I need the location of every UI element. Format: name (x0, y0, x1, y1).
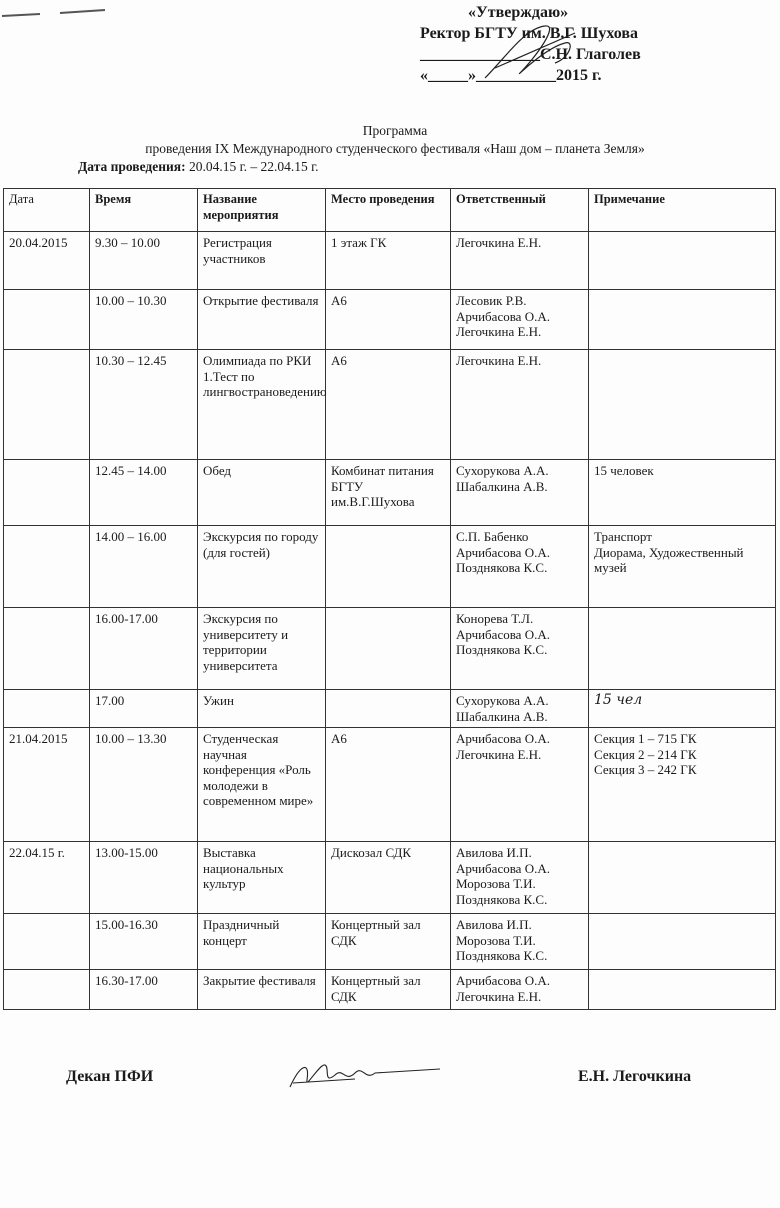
cell-place: 1 этаж ГК (326, 232, 451, 290)
cell-place: Концертный зал СДК (326, 914, 451, 970)
cell-responsible-line: Морозова Т.И. (456, 876, 536, 891)
cell-time: 9.30 – 10.00 (90, 232, 198, 290)
cell-place (326, 526, 451, 608)
header-event: Название мероприятия (198, 189, 326, 232)
cell-responsible (451, 232, 589, 290)
cell-responsible-line: Легочкина Е.Н. (456, 988, 542, 1004)
header-place: Место проведения (326, 189, 451, 232)
cell-note (589, 460, 776, 526)
cell-time: 16.00-17.00 (90, 608, 198, 690)
approval-title: «Утверждаю» (468, 4, 569, 21)
cell-responsible-line: Морозова Т.И. (456, 932, 536, 948)
cell-note-line: 15 чел (594, 692, 643, 708)
cell-event: Праздничный концерт (198, 914, 326, 970)
header-time: Время (90, 189, 198, 232)
cell-date (4, 290, 90, 350)
cell-responsible (451, 350, 589, 460)
cell-date: 20.04.2015 (4, 232, 90, 290)
cell-responsible (451, 842, 589, 914)
cell-responsible-line: Арчибасова О.А. (456, 973, 550, 988)
cell-time: 16.30-17.00 (90, 970, 198, 1010)
cell-note-line: Транспорт (594, 529, 652, 544)
cell-responsible-line: С.П. Бабенко (456, 529, 529, 544)
cell-time: 13.00-15.00 (90, 842, 198, 914)
dean-signature (285, 1055, 445, 1095)
cell-responsible-line: Конорева Т.Л. (456, 611, 534, 626)
cell-responsible-line: Легочкина Е.Н. (456, 746, 542, 762)
table-row (4, 914, 776, 970)
cell-note-line: Секция 3 – 242 ГК (594, 762, 697, 777)
cell-responsible-line: Позднякова К.С. (456, 642, 548, 657)
cell-responsible (451, 690, 589, 728)
cell-date (4, 460, 90, 526)
cell-responsible-line: Арчибасова О.А. (456, 626, 550, 642)
cell-responsible (451, 526, 589, 608)
program-heading (70, 122, 720, 176)
cell-event: Регистрация участников (198, 232, 326, 290)
cell-date (4, 526, 90, 608)
cell-responsible-line: Шабалкина А.В. (456, 478, 548, 494)
cell-responsible (451, 970, 589, 1010)
cell-event: Экскурсия по городу (для гостей) (198, 526, 326, 608)
date-label: Дата проведения: (78, 159, 186, 174)
cell-event: Олимпиада по РКИ 1.Тест по лингвострановедению (198, 350, 326, 460)
rector-signature (475, 18, 585, 88)
table-row (4, 350, 776, 460)
table-row (4, 690, 776, 728)
cell-event: Студенческая научная конференция «Роль молодежи в современном мире» (198, 728, 326, 842)
cell-responsible (451, 460, 589, 526)
table-row (4, 970, 776, 1010)
cell-note-line: Секция 2 – 214 ГК (594, 746, 697, 762)
cell-responsible (451, 290, 589, 350)
cell-time: 17.00 (90, 690, 198, 728)
footer-dean-name: Е.Н. Легочкина (578, 1068, 692, 1085)
cell-date (4, 350, 90, 460)
cell-note (589, 842, 776, 914)
table-row (4, 526, 776, 608)
cell-responsible-line: Сухорукова А.А. (456, 693, 549, 708)
cell-responsible-line: Легочкина Е.Н. (456, 324, 542, 339)
table-row (4, 232, 776, 290)
cell-responsible-line: Сухорукова А.А. (456, 463, 549, 478)
cell-date (4, 608, 90, 690)
cell-time: 14.00 – 16.00 (90, 526, 198, 608)
cell-responsible (451, 914, 589, 970)
cell-responsible-line: Легочкина Е.Н. (456, 353, 542, 368)
cell-place: Концертный зал СДК (326, 970, 451, 1010)
cell-date (4, 690, 90, 728)
cell-note-line: 15 человек (594, 463, 654, 478)
cell-event: Закрытие фестиваля (198, 970, 326, 1010)
cell-time: 10.00 – 10.30 (90, 290, 198, 350)
cell-event: Обед (198, 460, 326, 526)
cell-event: Ужин (198, 690, 326, 728)
cell-responsible (451, 728, 589, 842)
cell-note (589, 970, 776, 1010)
cell-responsible-line: Арчибасова О.А. (456, 308, 550, 324)
cell-responsible-line: Авилова И.П. (456, 917, 532, 932)
cell-note-line: Диорама, Художественный музей (594, 544, 744, 575)
cell-responsible-line: Позднякова К.С. (456, 560, 548, 575)
cell-note (589, 350, 776, 460)
cell-place: Дискозал СДК (326, 842, 451, 914)
cell-date: 21.04.2015 (4, 728, 90, 842)
program-table (3, 188, 776, 1010)
cell-event: Выставка национальных культур (198, 842, 326, 914)
cell-note (589, 290, 776, 350)
cell-event: Открытие фестиваля (198, 290, 326, 350)
cell-place (326, 690, 451, 728)
table-header-row (4, 189, 776, 232)
cell-date (4, 914, 90, 970)
program-dates (70, 158, 720, 176)
program-title: Программа (362, 123, 428, 138)
corner-scribble (0, 8, 110, 20)
cell-note (589, 728, 776, 842)
header-date: Дата (4, 189, 90, 232)
cell-note (589, 914, 776, 970)
cell-responsible (451, 608, 589, 690)
cell-place: А6 (326, 350, 451, 460)
cell-note (589, 608, 776, 690)
cell-note (589, 232, 776, 290)
cell-event: Экскурсия по университету и территории университета (198, 608, 326, 690)
date-value: 20.04.15 г. – 22.04.15 г. (185, 159, 319, 174)
cell-responsible-line: Позднякова К.С. (456, 891, 548, 907)
cell-time: 15.00-16.30 (90, 914, 198, 970)
cell-responsible-line: Арчибасова О.А. (456, 544, 550, 560)
cell-note (589, 526, 776, 608)
cell-responsible-line: Авилова И.П. (456, 845, 532, 860)
cell-responsible-line: Арчибасова О.А. (456, 860, 550, 876)
cell-date: 22.04.15 г. (4, 842, 90, 914)
cell-place: Комбинат питания БГТУ им.В.Г.Шухова (326, 460, 451, 526)
table-row (4, 608, 776, 690)
cell-note-line: Секция 1 – 715 ГК (594, 731, 697, 746)
cell-responsible-line: Позднякова К.С. (456, 948, 548, 963)
table-row (4, 460, 776, 526)
cell-place (326, 608, 451, 690)
cell-date (4, 970, 90, 1010)
footer-dean-title: Декан ПФИ (66, 1068, 154, 1085)
cell-place: А6 (326, 290, 451, 350)
cell-responsible-line: Арчибасова О.А. (456, 731, 550, 746)
cell-place: А6 (326, 728, 451, 842)
cell-responsible-line: Шабалкина А.В. (456, 708, 548, 724)
program-subtitle: проведения IX Международного студенческого фестиваля «Наш дом – планета Земля» (145, 141, 645, 156)
approval-date-line: «_____»__________2015 г. (420, 67, 602, 84)
table-row (4, 290, 776, 350)
header-responsible: Ответственный (451, 189, 589, 232)
cell-time: 10.30 – 12.45 (90, 350, 198, 460)
cell-note (589, 690, 776, 728)
cell-time: 10.00 – 13.30 (90, 728, 198, 842)
header-note: Примечание (589, 189, 776, 232)
table-row (4, 728, 776, 842)
cell-responsible-line: Лесовик Р.В. (456, 293, 527, 308)
cell-responsible-line: Легочкина Е.Н. (456, 235, 542, 250)
approval-signature-line: _______________С.Н. Глаголев (420, 46, 641, 63)
table-row (4, 842, 776, 914)
approval-rector: Ректор БГТУ им. В.Г. Шухова (420, 25, 638, 42)
cell-time: 12.45 – 14.00 (90, 460, 198, 526)
